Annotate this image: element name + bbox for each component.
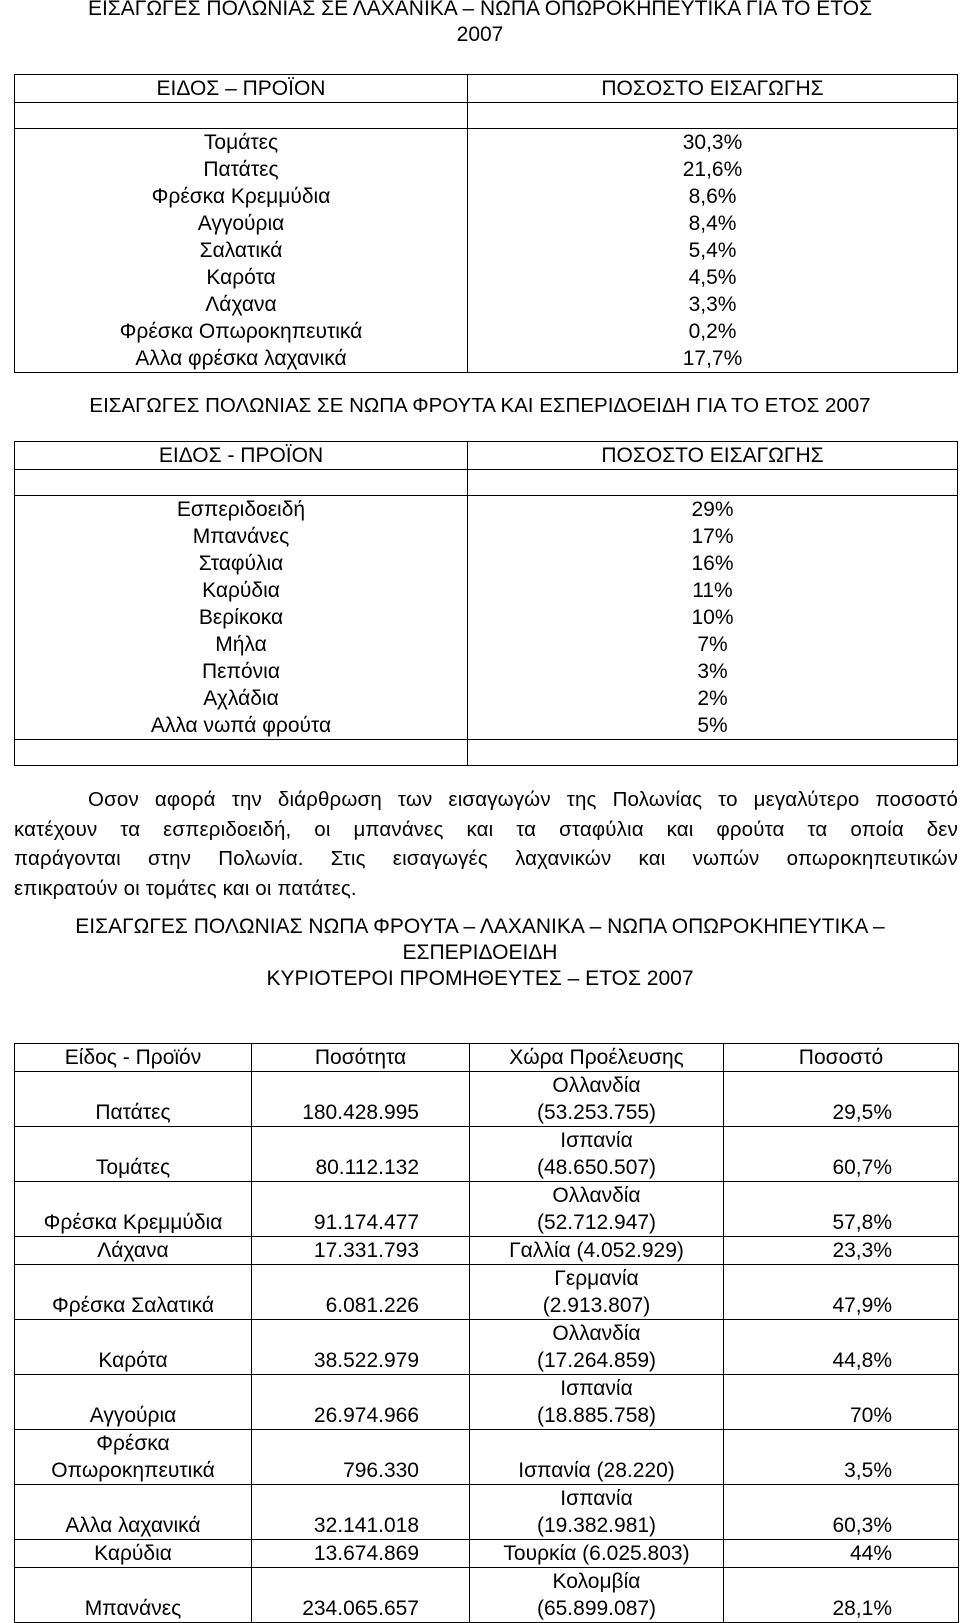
veg-product-label: Φρέσκα Οπωροκηπευτικά <box>119 320 363 343</box>
product-cell: Τομάτες <box>15 1127 252 1182</box>
fruit-product-label: Μήλα <box>215 633 267 656</box>
quantity-cell: 38.522.979 <box>252 1320 470 1375</box>
veg-share-value: 0,2% <box>688 320 737 343</box>
origin-cell: Γερμανία (2.913.807) <box>470 1265 724 1320</box>
veg-product-list <box>15 129 468 373</box>
veg-share-list <box>468 129 958 373</box>
veg-import-table <box>14 74 958 373</box>
veg-col-share-header: ΠΟΣΟΣΤΟ ΕΙΣΑΓΩΓΗΣ <box>468 75 958 103</box>
origin-cell: Ισπανία (18.885.758) <box>470 1375 724 1430</box>
share-cell: 47,9% <box>724 1265 959 1320</box>
veg-share-value: 8,4% <box>688 212 737 235</box>
share-cell: 70% <box>724 1375 959 1430</box>
quantity-cell: 234.065.657 <box>252 1568 470 1623</box>
fruit-share-value: 2% <box>697 687 728 710</box>
quantity-cell: 26.974.966 <box>252 1375 470 1430</box>
share-cell: 44,8% <box>724 1320 959 1375</box>
fruit-product-label: Μπανάνες <box>192 525 290 548</box>
product-cell: Φρέσκα Σαλατικά <box>15 1265 252 1320</box>
fruit-product-label: Καρύδια <box>202 579 280 602</box>
origin-cell: Ολλανδία (17.264.859) <box>470 1320 724 1375</box>
quantity-cell: 13.674.869 <box>252 1540 470 1568</box>
fruit-product-label: Σταφύλια <box>198 552 284 575</box>
product-cell: Καρύδια <box>15 1540 252 1568</box>
table-row <box>15 1430 959 1485</box>
product-cell: Αγγούρια <box>15 1375 252 1430</box>
table-row <box>15 1540 959 1568</box>
share-cell: 60,3% <box>724 1485 959 1540</box>
veg-share-value: 8,6% <box>688 185 737 208</box>
fruit-import-table <box>14 441 958 766</box>
share-cell: 28,1% <box>724 1568 959 1623</box>
table-row <box>15 1568 959 1623</box>
veg-product-label: Αλλα φρέσκα λαχανικά <box>135 347 347 370</box>
quantity-cell: 6.081.226 <box>252 1265 470 1320</box>
share-cell: 44% <box>724 1540 959 1568</box>
fruit-col-share-header: ΠΟΣΟΣΤΟ ΕΙΣΑΓΩΓΗΣ <box>468 442 958 470</box>
fruit-share-value: 10% <box>691 606 734 629</box>
veg-product-label: Πατάτες <box>203 158 279 181</box>
veg-product-label: Τομάτες <box>203 131 279 154</box>
fruit-share-value: 16% <box>691 552 734 575</box>
share-cell: 57,8% <box>724 1182 959 1237</box>
veg-share-value: 5,4% <box>688 239 737 262</box>
table-row <box>15 1485 959 1540</box>
table-row <box>15 1127 959 1182</box>
origin-cell: Ισπανία (48.650.507) <box>470 1127 724 1182</box>
veg-product-label: Σαλατικά <box>199 239 283 262</box>
veg-share-value: 30,3% <box>682 131 743 154</box>
product-cell: Φρέσκα Κρεμμύδια <box>15 1182 252 1237</box>
quantity-cell: 32.141.018 <box>252 1485 470 1540</box>
fruit-share-value: 29% <box>691 498 734 521</box>
origin-cell: Κολομβία (65.899.087) <box>470 1568 724 1623</box>
col-header-product: Είδος - Προϊόν <box>15 1044 252 1072</box>
veg-title-line2: 2007 <box>456 23 504 46</box>
quantity-cell: 180.428.995 <box>252 1072 470 1127</box>
fruit-share-value: 11% <box>692 579 733 602</box>
veg-product-label: Αγγούρια <box>197 212 285 235</box>
quantity-cell: 796.330 <box>252 1430 470 1485</box>
veg-share-value: 17,7% <box>682 347 743 370</box>
fruit-product-label: Πεπόνια <box>201 660 280 683</box>
veg-col-product-header: ΕΙΔΟΣ – ΠΡΟΪΟΝ <box>15 75 468 103</box>
veg-title-line1: ΕΙΣΑΓΩΓΕΣ ΠΟΛΩΝΙΑΣ ΣΕ ΛΑΧΑΝΙΚΑ – ΝΩΠΑ ΟΠΩΡΟΚΗΠΕΥΤΙΚΑ ΓΙΑ ΤΟ ΕΤΟΣ <box>87 0 873 20</box>
veg-product-label: Φρέσκα Κρεμμύδια <box>151 185 331 208</box>
col-header-share: Ποσοστό <box>724 1044 959 1072</box>
table-row <box>15 1072 959 1127</box>
origin-cell: Ολλανδία (53.253.755) <box>470 1072 724 1127</box>
veg-share-value: 3,3% <box>688 293 737 316</box>
fruit-product-list <box>15 496 468 740</box>
veg-share-value: 21,6% <box>682 158 743 181</box>
table-row <box>15 1237 959 1265</box>
quantity-cell: 80.112.132 <box>252 1127 470 1182</box>
veg-share-value: 4,5% <box>688 266 737 289</box>
table-row <box>15 1182 959 1237</box>
fruit-share-list <box>468 496 958 740</box>
quantity-cell: 17.331.793 <box>252 1237 470 1265</box>
product-cell: Αλλα λαχανικά <box>15 1485 252 1540</box>
fruit-product-label: Αλλα νωπά φρούτα <box>150 714 332 737</box>
fruit-product-label: Βερίκοκα <box>198 606 284 629</box>
quantity-cell: 91.174.477 <box>252 1182 470 1237</box>
origin-cell: Ολλανδία (52.712.947) <box>470 1182 724 1237</box>
product-cell: Πατάτες <box>15 1072 252 1127</box>
origin-cell: Ισπανία (19.382.981) <box>470 1485 724 1540</box>
veg-section-title <box>0 0 960 48</box>
product-cell: Μπανάνες <box>15 1568 252 1623</box>
fruit-col-product-header: ΕΙΔΟΣ - ΠΡΟΪΟΝ <box>15 442 468 470</box>
suppliers-table <box>14 1043 959 1623</box>
fruit-share-value: 3% <box>697 660 728 683</box>
veg-product-label: Καρότα <box>206 266 276 289</box>
table-row <box>15 1265 959 1320</box>
table-row <box>15 1375 959 1430</box>
origin-cell: Ισπανία (28.220) <box>470 1430 724 1485</box>
product-cell: Λάχανα <box>15 1237 252 1265</box>
fruit-product-label: Εσπεριδοειδή <box>176 498 306 521</box>
fruit-section-title: ΕΙΣΑΓΩΓΕΣ ΠΟΛΩΝΙΑΣ ΣΕ ΝΩΠΑ ΦΡΟΥΤΑ ΚΑΙ ΕΣΠΕΡΙΔΟΕΙΔΗ ΓΙΑ ΤΟ ΕΤΟΣ 2007 <box>89 394 871 417</box>
table-row <box>15 1320 959 1375</box>
fruit-share-value: 7% <box>697 633 728 656</box>
origin-cell: Τουρκία (6.025.803) <box>470 1540 724 1568</box>
product-cell: Φρέσκα Οπωροκηπευτικά <box>15 1430 252 1485</box>
share-cell: 3,5% <box>724 1430 959 1485</box>
share-cell: 29,5% <box>724 1072 959 1127</box>
share-cell: 23,3% <box>724 1237 959 1265</box>
fruit-share-value: 17% <box>691 525 734 548</box>
fruit-share-value: 5% <box>697 714 728 737</box>
col-header-quantity: Ποσότητα <box>252 1044 470 1072</box>
origin-cell: Γαλλία (4.052.929) <box>470 1237 724 1265</box>
col-header-origin: Χώρα Προέλευσης <box>470 1044 724 1072</box>
veg-product-label: Λάχανα <box>205 293 277 316</box>
product-cell: Καρότα <box>15 1320 252 1375</box>
suppliers-section-title: ΕΙΣΑΓΩΓΕΣ ΠΟΛΩΝΙΑΣ ΝΩΠΑ ΦΡΟΥΤΑ – ΛΑΧΑΝΙΚΑ – ΝΩΠΑ ΟΠΩΡΟΚΗΠΕΥΤΙΚΑ – ΕΣΠΕΡΙΔΟΕΙΔΗ ΚΥΡΙΟΤΕΡΟΙ ΠΡΟΜΗΘΕΥΤΕΣ – ΕΤΟΣ 2007 <box>75 915 885 990</box>
summary-paragraph: Οσον αφορά την διάρθρωση των εισαγωγών της Πολωνίας το μεγαλύτερο ποσοστό κατέχουν τα εσπεριδοειδή, οι μπανάνες και τα σταφύλια και φρούτα τα οποία δεν παράγονται στην Πολωνία. Στις εισαγωγές λαχανικών και νωπών οπωροκηπευτικών επικρατούν οι τομάτες και οι πατάτες. <box>14 788 958 900</box>
share-cell: 60,7% <box>724 1127 959 1182</box>
fruit-product-label: Αχλάδια <box>203 687 279 710</box>
